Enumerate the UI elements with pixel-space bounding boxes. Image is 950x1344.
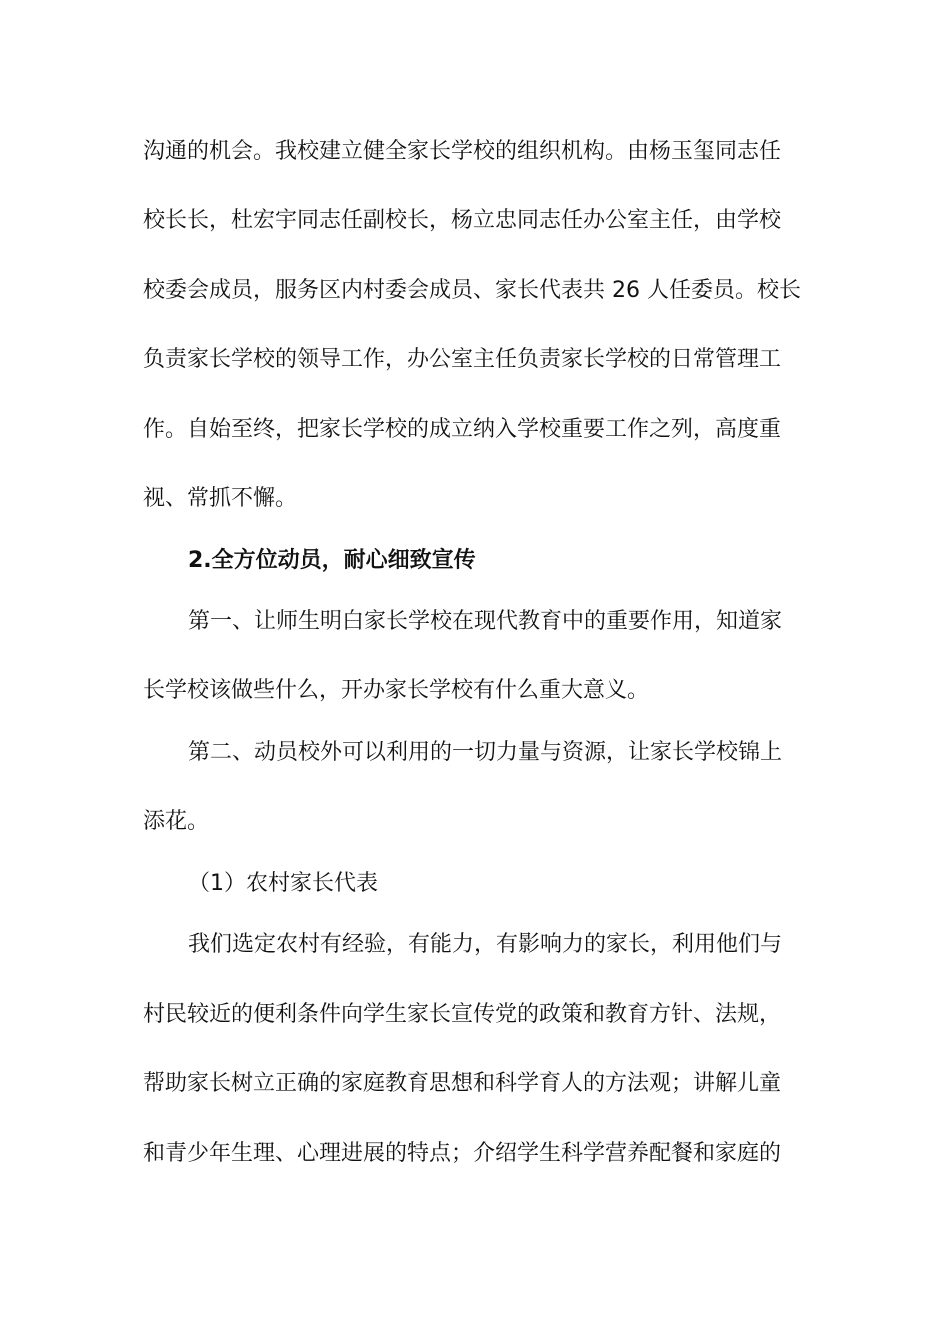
- paragraph-line: 沟通的机会。我校建立健全家长学校的组织机构。由杨玉玺同志任: [143, 139, 782, 164]
- paragraph-line: 村民较近的便利条件向学生家长宣传党的政策和教育方针、法规，: [143, 1002, 782, 1027]
- paragraph-line: 长学校该做些什么，开办家长学校有什么重大意义。: [143, 678, 650, 703]
- paragraph-line: 视、常抓不懈。: [143, 486, 298, 511]
- paragraph-line: 校长长，杜宏宇同志任副校长，杨立忠同志任办公室主任，由学校: [143, 208, 782, 233]
- paragraph-line: 校委会成员，服务区内村委会成员、家长代表共 26 人任委员。校长: [143, 278, 801, 303]
- section-heading: 2.全方位动员，耐心细致宣传: [188, 548, 476, 573]
- paragraph-line: 和青少年生理、心理进展的特点；介绍学生科学营养配餐和家庭的: [143, 1141, 782, 1166]
- paragraph-line: 我们选定农村有经验，有能力，有影响力的家长，利用他们与: [188, 932, 783, 957]
- paragraph-line: 第二、动员校外可以利用的一切力量与资源，让家长学校锦上: [188, 740, 783, 765]
- paragraph-line: 帮助家长树立正确的家庭教育思想和科学育人的方法观；讲解儿童: [143, 1071, 782, 1096]
- paragraph-line: 负责家长学校的领导工作，办公室主任负责家长学校的日常管理工: [143, 347, 782, 372]
- subsection-heading: （1）农村家长代表: [188, 871, 378, 896]
- paragraph-line: 添花。: [143, 809, 210, 834]
- paragraph-line: 第一、让师生明白家长学校在现代教育中的重要作用，知道家: [188, 609, 783, 634]
- paragraph-line: 作。自始至终，把家长学校的成立纳入学校重要工作之列，高度重: [143, 417, 782, 442]
